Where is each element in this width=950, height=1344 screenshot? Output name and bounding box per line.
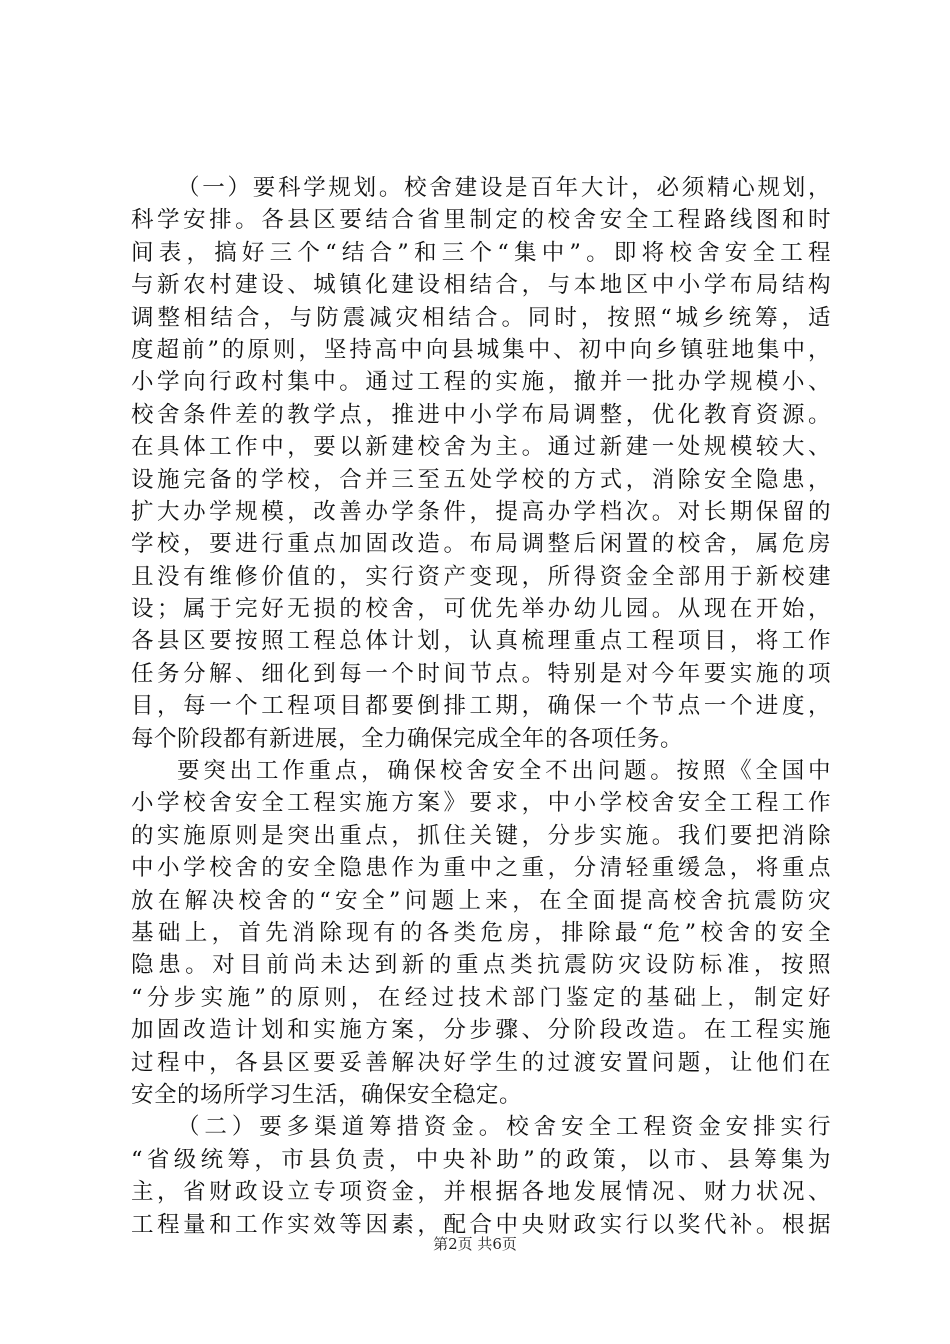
- text-line: 加固改造计划和实施方案，分步骤、分阶段改造。在工程实施: [131, 1017, 831, 1044]
- document-body: [131, 172, 831, 1241]
- text-line: 间表，搞好三个“结合”和三个“集中”。即将校舍安全工程: [131, 239, 831, 266]
- text-line: 设；属于完好无损的校舍，可优先举办幼儿园。从现在开始，: [131, 596, 831, 623]
- text-line: 度超前”的原则，坚持高中向县城集中、初中向乡镇驻地集中，: [131, 336, 831, 363]
- text-line: 隐患。对目前尚未达到新的重点类抗震防灾设防标准，按照: [131, 952, 831, 979]
- text-line: 任务分解、细化到每一个时间节点。特别是对今年要实施的项: [131, 660, 831, 687]
- text-line: 目，每一个工程项目都要倒排工期，确保一个节点一个进度，: [131, 693, 831, 720]
- text-line: 基础上，首先消除现有的各类危房，排除最“危”校舍的安全: [131, 919, 831, 946]
- text-line: 在具体工作中，要以新建校舍为主。通过新建一处规模较大、: [131, 434, 831, 461]
- page-footer: 第2页 共6页: [433, 1235, 517, 1253]
- text-line: 科学安排。各县区要结合省里制定的校舍安全工程路线图和时: [131, 207, 831, 234]
- text-line: 的实施原则是突出重点，抓住关键，分步实施。我们要把消除: [131, 822, 831, 849]
- text-line: 工程量和工作实效等因素，配合中央财政实行以奖代补。根据: [131, 1211, 831, 1238]
- text-line: 校舍条件差的教学点，推进中小学布局调整，优化教育资源。: [131, 401, 831, 428]
- text-line: （一）要科学规划。校舍建设是百年大计，必须精心规划，: [177, 175, 831, 201]
- text-line: 小学校舍安全工程实施方案》要求，中小学校舍安全工程工作: [131, 790, 831, 817]
- text-line: 过程中，各县区要妥善解决好学生的过渡安置问题，让他们在: [131, 1049, 831, 1076]
- text-line: 且没有维修价值的，实行资产变现，所得资金全部用于新校建: [131, 563, 831, 590]
- text-line: 安全的场所学习生活，确保安全稳定。: [131, 1081, 523, 1108]
- text-line: 中小学校舍的安全隐患作为重中之重，分清轻重缓急，将重点: [131, 855, 831, 882]
- text-line: 扩大办学规模，改善办学条件，提高办学档次。对长期保留的: [131, 498, 831, 525]
- text-line: 放在解决校舍的“安全”问题上来，在全面提高校舍抗震防灾: [131, 887, 831, 914]
- text-line: 设施完备的学校，合并三至五处学校的方式，消除安全隐患，: [131, 466, 831, 493]
- text-line: （二）要多渠道筹措资金。校舍安全工程资金安排实行: [177, 1114, 831, 1141]
- text-line: 学校，要进行重点加固改造。布局调整后闲置的校舍，属危房: [131, 531, 831, 558]
- text-line: “分步实施”的原则，在经过技术部门鉴定的基础上，制定好: [131, 984, 831, 1011]
- text-line: 要突出工作重点，确保校舍安全不出问题。按照《全国中: [177, 758, 831, 785]
- text-line: 与新农村建设、城镇化建设相结合，与本地区中小学布局结构: [131, 272, 831, 299]
- text-line: 小学向行政村集中。通过工程的实施，撤并一批办学规模小、: [131, 369, 831, 396]
- text-line: 各县区要按照工程总体计划，认真梳理重点工程项目，将工作: [131, 628, 831, 655]
- text-line: 每个阶段都有新进展，全力确保完成全年的各项任务。: [131, 725, 684, 752]
- text-line: “省级统筹，市县负责，中央补助”的政策，以市、县筹集为: [131, 1146, 831, 1173]
- text-line: 调整相结合，与防震减灾相结合。同时，按照“城乡统筹，适: [131, 304, 831, 331]
- text-line: 主，省财政设立专项资金，并根据各地发展情况、财力状况、: [131, 1179, 831, 1206]
